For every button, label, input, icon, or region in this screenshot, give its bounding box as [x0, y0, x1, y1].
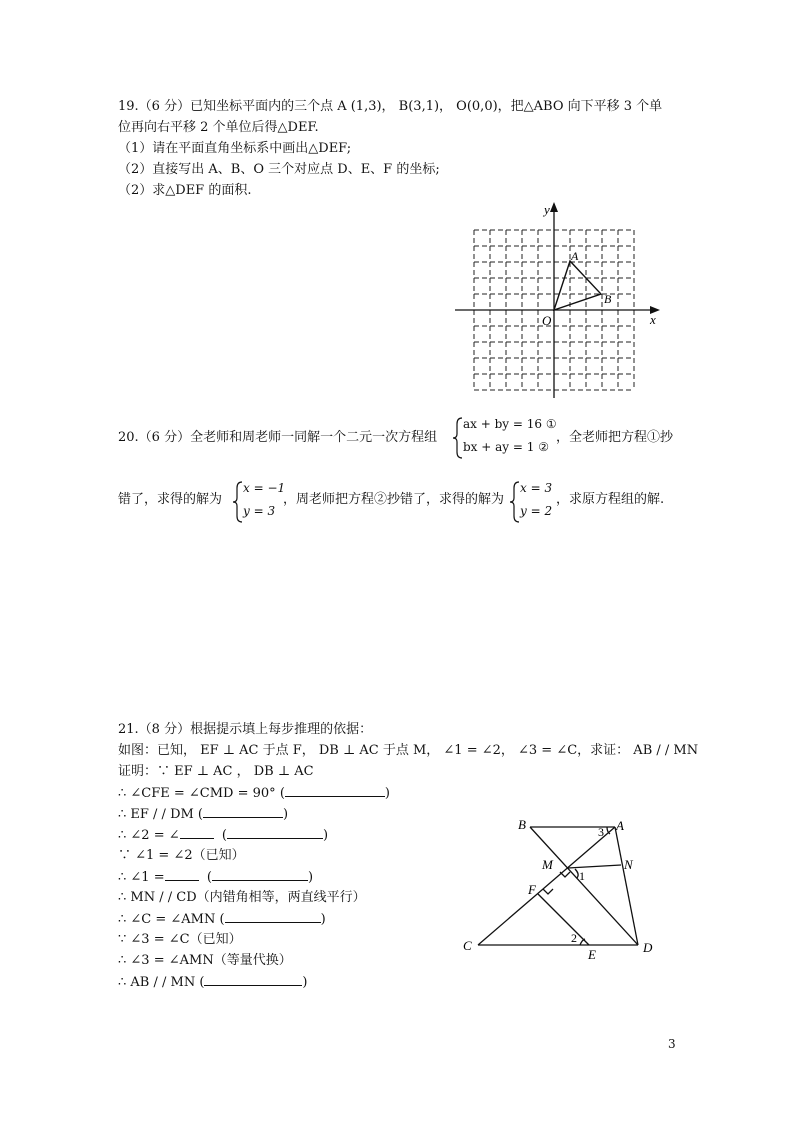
answer-blank-3b[interactable] [227, 825, 323, 839]
x-axis-label: x [650, 312, 656, 327]
geometry-figure [458, 812, 668, 972]
q19-sub1: （1）请在平面直角坐标系中画出△DEF; [118, 141, 352, 156]
proof-step-4: ∵ ∠1 = ∠2（已知） [118, 848, 245, 863]
answer-blank-1[interactable] [285, 783, 385, 797]
close-paren: ) [322, 828, 329, 843]
q19-sub3: （2）求△DEF 的面积. [118, 183, 252, 198]
proof-step-2-text: ∴ EF / / DM ( [118, 807, 204, 822]
proof-step-1-text: ∴ ∠CFE = ∠CMD = 90° ( [118, 786, 285, 801]
answer-blank-10[interactable] [204, 972, 302, 986]
proof-step-5: ∴ ∠1 = ( ) [118, 867, 313, 888]
proof-step-10-text: ∴ AB / / MN ( [118, 975, 205, 990]
label-c: C [463, 938, 472, 953]
close-paren: ) [307, 870, 314, 885]
proof-step-6: ∴ MN / / CD（内错角相等，两直线平行） [118, 890, 366, 905]
q20-part-c: ，求原方程组的解. [556, 492, 665, 507]
q21-proof-start: 证明：∵ EF ⊥ AC ， DB ⊥ AC [118, 764, 314, 779]
proof-step-1 [118, 783, 390, 804]
origin-label: O [542, 313, 552, 328]
close-paren: ) [302, 975, 308, 990]
proof-step-5-text: ∴ ∠1 = [118, 870, 165, 885]
close-paren: ) [320, 912, 326, 927]
point-a-label: A [571, 249, 579, 263]
point-b-label: B [604, 292, 612, 306]
label-n: N [624, 857, 633, 872]
equation-2: bx + ay = 1 ② [463, 440, 549, 454]
proof-step-3: ∴ ∠2 = ∠ ( ) [118, 825, 328, 846]
page-number: 3 [668, 1037, 676, 1051]
label-angle-1: 1 [579, 869, 585, 883]
proof-step-7-text: ∴ ∠C = ∠AMN ( [118, 912, 225, 927]
proof-step-2 [118, 804, 288, 825]
proof-step-7 [118, 909, 326, 930]
q20-tail1: ，全老师把方程①抄 [556, 430, 674, 445]
label-d: D [643, 940, 653, 955]
label-e: E [588, 947, 596, 962]
q19-sub2: （2）直接写出 A、B、O 三个对应点 D、E、F 的坐标; [118, 162, 440, 177]
label-angle-2: 2 [571, 931, 577, 945]
close-paren: ) [384, 786, 390, 801]
answer-blank-5b[interactable] [212, 867, 308, 881]
proof-step-10 [118, 972, 307, 993]
solution-1-x: x = −1 [243, 481, 286, 495]
coordinate-grid-figure [450, 198, 665, 403]
solution-2-x: x = 3 [520, 481, 553, 495]
proof-step-9: ∴ ∠3 = ∠AMN（等量代换） [118, 953, 292, 968]
proof-step-3-text: ∴ ∠2 = ∠ [118, 828, 180, 843]
q20-lead: 20.（6 分）全老师和周老师一同解一个二元一次方程组 [118, 430, 438, 445]
label-angle-3: 3 [598, 825, 604, 839]
answer-blank-7[interactable] [225, 909, 321, 923]
q21-given: 如图：已知， EF ⊥ AC 于点 F， DB ⊥ AC 于点 M， ∠1 = ∠2， ∠3 = ∠C，求证： AB / / MN [118, 743, 699, 758]
solution-2-y: y = 2 [520, 504, 553, 518]
label-m: M [542, 857, 553, 872]
equation-1: ax + by = 16 ① [463, 417, 557, 431]
label-b: B [518, 817, 526, 832]
answer-blank-3a[interactable] [180, 825, 214, 839]
label-a: A [616, 818, 624, 833]
solution-1-y: y = 3 [243, 504, 276, 518]
label-f: F [528, 882, 536, 897]
answer-blank-2[interactable] [203, 804, 283, 818]
q20-part-a: 错了，求得的解为 [118, 492, 223, 507]
answer-blank-5a[interactable] [165, 867, 199, 881]
q20-part-b: ，周老师把方程②抄错了，求得的解为 [283, 492, 505, 507]
close-paren: ) [283, 807, 289, 822]
q19-line1: 19.（6 分）已知坐标平面内的三个点 A (1,3)， B(3,1)， O(0,0)，把△ABO 向下平移 3 个单 [118, 99, 663, 114]
y-axis-label: y [544, 202, 550, 217]
proof-step-8: ∵ ∠3 = ∠C（已知） [118, 932, 242, 947]
q21-title: 21.（8 分）根据提示填上每步推理的依据： [118, 722, 373, 737]
q19-line2: 位再向右平移 2 个单位后得△DEF. [118, 120, 319, 135]
